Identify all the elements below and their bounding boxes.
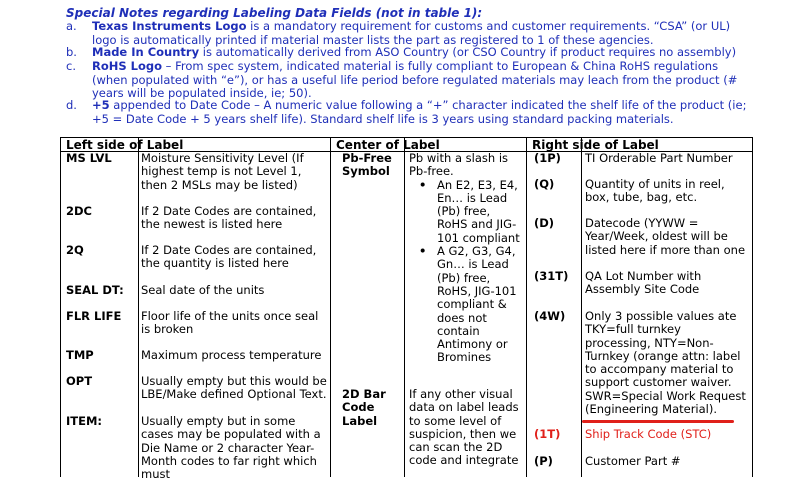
note-letter: d. — [66, 98, 77, 112]
col-divider — [404, 137, 405, 477]
col-divider — [330, 137, 331, 477]
label-fields-table — [60, 137, 753, 481]
right-key: (1P) — [534, 151, 561, 165]
note-text: – From spec system, indicated material is fully compliant to European & China RoHS regulations (when populated with “e”), or has a useful life period before regulated materials may leach from the product (# years will be populated inside, ie; 50). — [92, 59, 738, 100]
right-desc: Only 3 possible values ate TKY=full turnkey processing, NTY=Non-Turnkey (orange attn: label to accompany material to support customer waiver. SWR=Special Work Request (Engineering Material). — [585, 309, 746, 417]
col-divider — [526, 137, 527, 477]
note-bold: Texas Instruments Logo — [92, 19, 247, 33]
note-text: is automatically derived from ASO Country (or CSO Country if product requires no assembly) — [199, 45, 737, 59]
note-bold: RoHS Logo — [92, 59, 163, 73]
left-key: TMP — [66, 348, 94, 362]
note-letter: b. — [66, 45, 77, 59]
left-key: SEAL DT: — [66, 283, 124, 297]
left-desc: Usually empty but in some cases may be populated with a Die Name or 2 character Year-Month codes to far right which must — [141, 414, 321, 481]
col-divider — [138, 137, 139, 477]
left-desc: If 2 Date Codes are contained, the quantity is listed here — [141, 243, 317, 271]
right-desc: Datecode (YYWW = Year/Week, oldest will be listed here if more than one — [585, 216, 746, 257]
note-bold: Made In Country — [92, 45, 200, 59]
bullet-item — [419, 177, 523, 245]
header-left: Left side of Label — [66, 138, 184, 152]
right-key: (Q) — [534, 177, 555, 191]
left-desc: Usually empty but this would be LBE/Make defined Optional Text. — [141, 374, 327, 402]
right-desc-highlight: Ship Track Code (STC) — [585, 427, 712, 441]
notes-title: Special Notes regarding Labeling Data Fields (not in table 1): — [66, 6, 483, 20]
left-key: ITEM: — [66, 414, 103, 428]
left-key: 2Q — [66, 243, 84, 257]
right-key: (31T) — [534, 269, 569, 283]
note-text: appended to Date Code – A numeric value following a “+” character indicated the shelf life of the product (ie; +5 = Date Code + 5 years shelf life). Standard shelf life is 3 years using standard packing materials. — [92, 98, 747, 126]
left-desc: Seal date of the units — [141, 283, 265, 297]
center-intro: Pb with a slash is Pb-free. — [409, 151, 509, 179]
center-desc — [409, 152, 523, 365]
note-bold: +5 — [92, 98, 110, 112]
right-key: (D) — [534, 216, 555, 230]
center-key: 2D Bar Code Label — [342, 387, 386, 428]
right-key: (4W) — [534, 309, 566, 323]
note-letter: a. — [66, 19, 77, 33]
red-annotation-underline — [582, 420, 734, 423]
bullet-icon: • — [419, 177, 427, 192]
table-border-right — [752, 137, 753, 477]
left-desc: Moisture Sensitivity Level (If highest temp is not Level 1, then 2 MSLs may be listed) — [141, 151, 304, 192]
left-key: OPT — [66, 374, 93, 388]
right-desc: QA Lot Number with Assembly Site Code — [585, 269, 702, 297]
left-key: MS LVL — [66, 151, 112, 165]
bullet-icon: • — [419, 244, 427, 259]
bullet-text: An E2, E3, E4, En… is Lead (Pb) free, RoHS and JIG-101 compliant — [437, 177, 520, 245]
left-desc: Maximum process temperature — [141, 348, 322, 362]
center-desc: If any other visual data on label leads to some level of suspicion, then we can scan the 2D code and integrate — [409, 387, 519, 468]
header-right: Right side of Label — [532, 138, 659, 152]
bullet-item — [419, 244, 523, 365]
left-key: 2DC — [66, 204, 92, 218]
note-text: is a mandatory requirement for customs and customer requirements. “CSA” (or UL) logo is automatically printed if material master lists the part as registered to 1 of these agencies. — [92, 19, 731, 47]
center-key: Pb-Free Symbol — [342, 151, 392, 179]
table-border-left — [60, 137, 61, 477]
right-desc: Customer Part # — [585, 454, 681, 468]
right-key-highlight: (1T) — [534, 427, 561, 441]
left-desc: Floor life of the units once seal is broken — [141, 309, 319, 337]
right-desc: TI Orderable Part Number — [585, 151, 733, 165]
note-letter: c. — [66, 59, 76, 73]
header-center: Center of Label — [336, 138, 440, 152]
right-desc: Quantity of units in reel, box, tube, bag, etc. — [585, 177, 725, 205]
left-desc: If 2 Date Codes are contained, the newest is listed here — [141, 204, 317, 232]
right-key: (P) — [534, 454, 553, 468]
left-key: FLR LIFE — [66, 309, 122, 323]
col-divider — [581, 137, 582, 477]
bullet-text: A G2, G3, G4, Gn… is Lead (Pb) free, RoHS, JIG-101 compliant & does not contain Antimony or Bromines — [437, 244, 517, 365]
center-bullets — [419, 177, 523, 365]
